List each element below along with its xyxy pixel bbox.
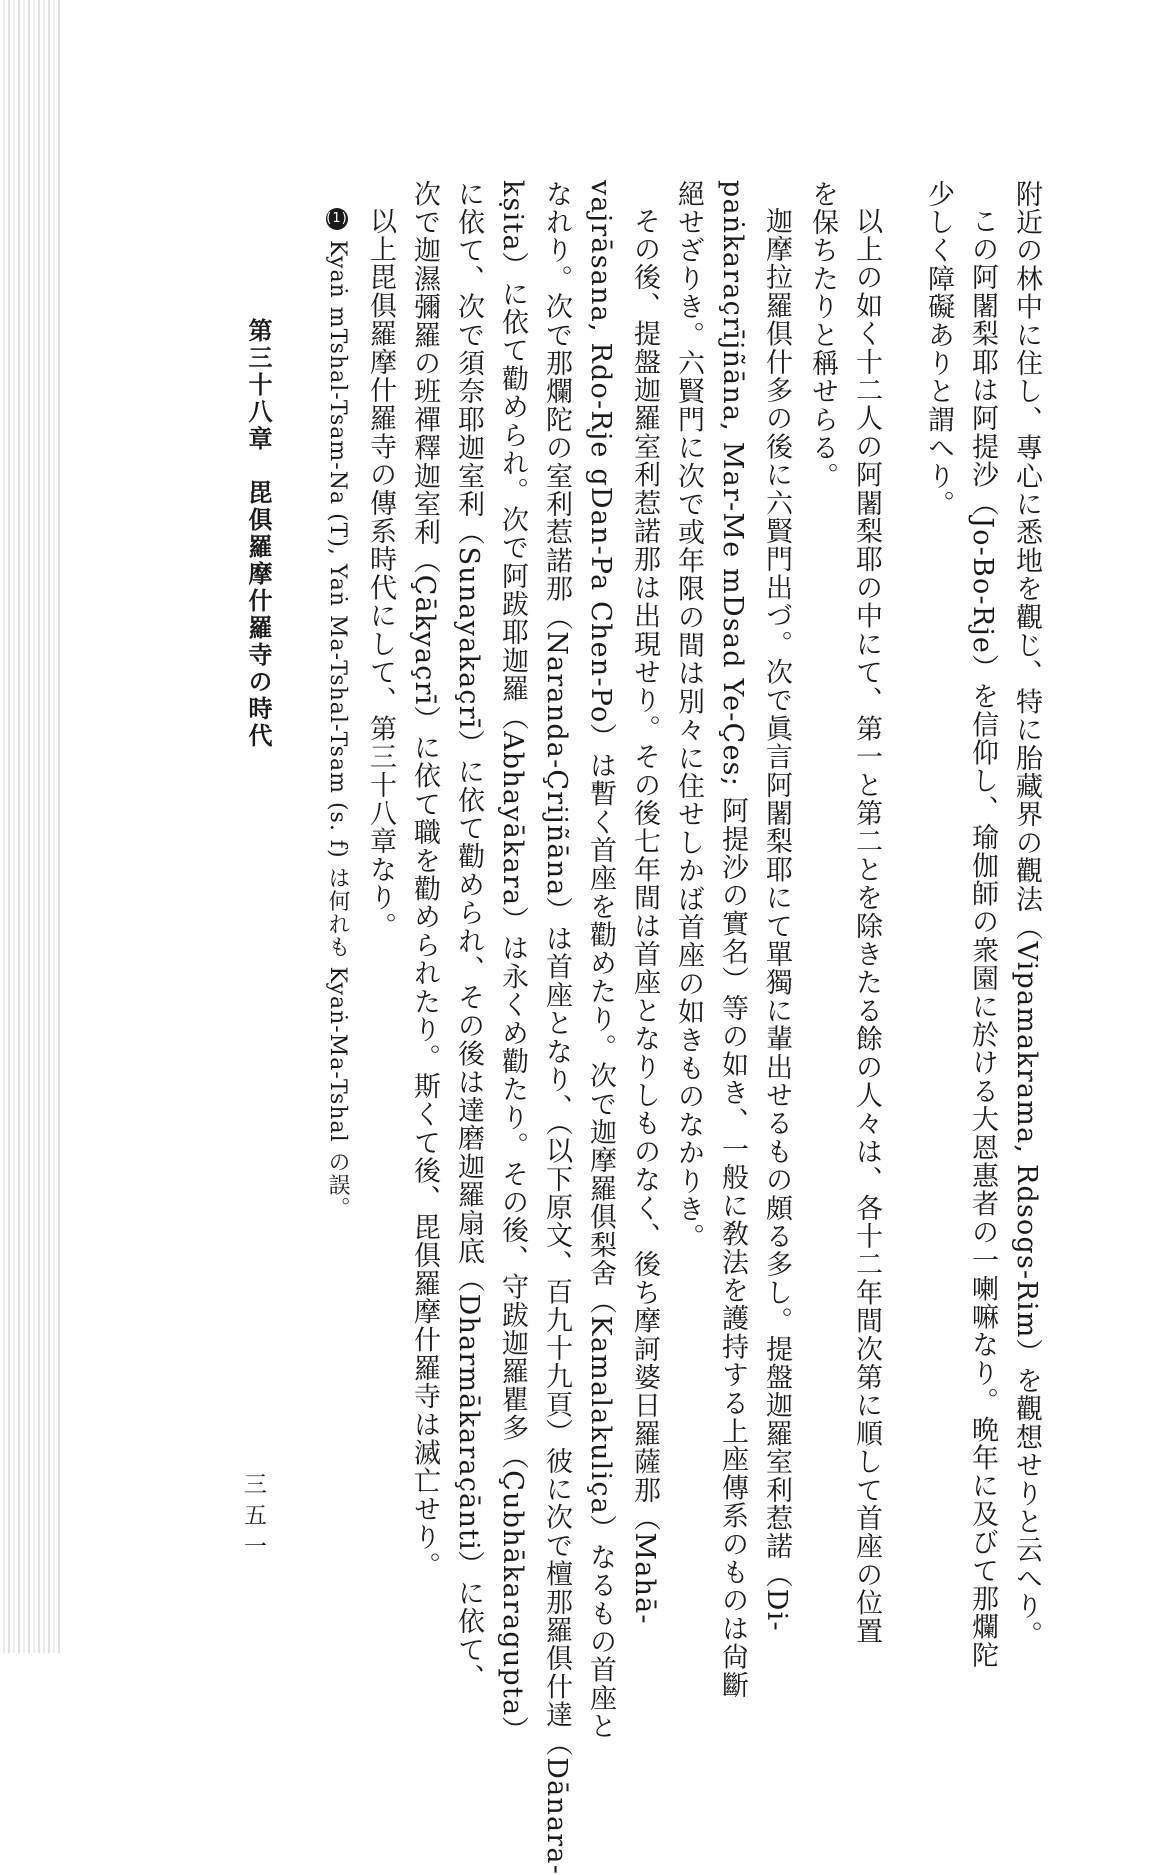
footnote-marker: (1) bbox=[326, 208, 348, 230]
body-line-2: この阿闍梨耶は阿提沙（Jo-Bo-Rje）を信仰し、瑜伽師の衆園に於ける大恩惠者の一喇嘛なり。晩年に及びて那爛陀 bbox=[967, 207, 998, 1670]
page-number: 三五一 bbox=[240, 1472, 266, 1565]
body-line-9: その後、提盤迦羅室利惹諾那は出現せり。その後七年間は首座となりしものなく、後ち摩訶婆日羅薩那（Mahā- bbox=[629, 207, 660, 1625]
body-line-4: 以上の如く十二人の阿闍梨耶の中にて、第一と第二とを除きたる餘の人々は、各十二年間次第に順して首座の位置 bbox=[851, 207, 882, 1646]
body-line-6: 迦摩拉羅俱什多の後に六賢門出づ。次で眞言阿闍梨耶にて單獨に輩出せるもの頗る多し。提盤迦羅室利惹諾（Di- bbox=[761, 207, 792, 1632]
footnote bbox=[326, 208, 348, 1220]
body-line-13: に依て、次で須奈耶迦室利（Sunayakaçrī）に依て勸められ、その後は達磨迦羅扇底（Dharmākaraçānti）に依て、 bbox=[453, 180, 484, 1692]
body-line-3: 附近の林中に住し、專心に悉地を觀じ、特に胎藏界の觀法（Vipamakrama, Rdsogs-Rim）を觀想せりと云へり。 bbox=[1011, 180, 1042, 1649]
body-line-14: 次で迦濕彌羅の班禪釋迦室利（Çākyaçrī）に依て職を勸められたり。斯くて後、毘俱羅摩什羅寺は滅亡せり。 bbox=[409, 180, 440, 1580]
body-line-12: kṣita）に依て勸められ。次で阿跋耶迦羅（Abhayākara）は永くめ勸たり。その後、守跋迦羅瞿多（Çubhākaragupta） bbox=[497, 180, 528, 1745]
body-line-7: paṅkaraçrījñāna, Mar-Me mDsad Ye-Çes; 阿提沙の實名）等の如き、一般に敎法を護持する上座傳系のものは尙斷 bbox=[717, 180, 748, 1700]
body-line-8: 絕せざりき。六賢門に次で或年限の間は別々に住せしかば首座の如きものなかりき。 bbox=[673, 180, 704, 1252]
footnote-text: Kyaṅ mTshal-Tsam-Na (T), Yaṅ Ma-Tshal-Tsam (s. f) は何れも Kyaṅ-Ma-Tshal の誤。 bbox=[325, 240, 350, 1220]
body-line-5: を保ちたりと稱せらる。 bbox=[807, 180, 838, 491]
running-header: 第三十八章 毘俱羅摩什羅寺の時代 bbox=[244, 318, 273, 750]
body-line-1: 少しく障礙ありと謂へり。 bbox=[923, 180, 954, 519]
body-line-15: 以上毘俱羅摩什羅寺の傳系時代にして、第三十八章なり。 bbox=[365, 207, 396, 941]
body-line-10: vajrāsana, Rdo-Rje gDan-Pa Chen-Po）は暫く首座を勸めたり。次で迦摩羅俱梨舍（Kamalakuliça）なるもの首座と bbox=[585, 180, 616, 1741]
scanned-page-edge bbox=[0, 0, 62, 1653]
body-line-11: なれり。次で那爛陀の室利惹諾那（Naranda-Çrijñāna）は首座となり、（以下原文、百九十九頁）彼に次で檀那羅俱什達（Dānara- bbox=[541, 180, 572, 1875]
